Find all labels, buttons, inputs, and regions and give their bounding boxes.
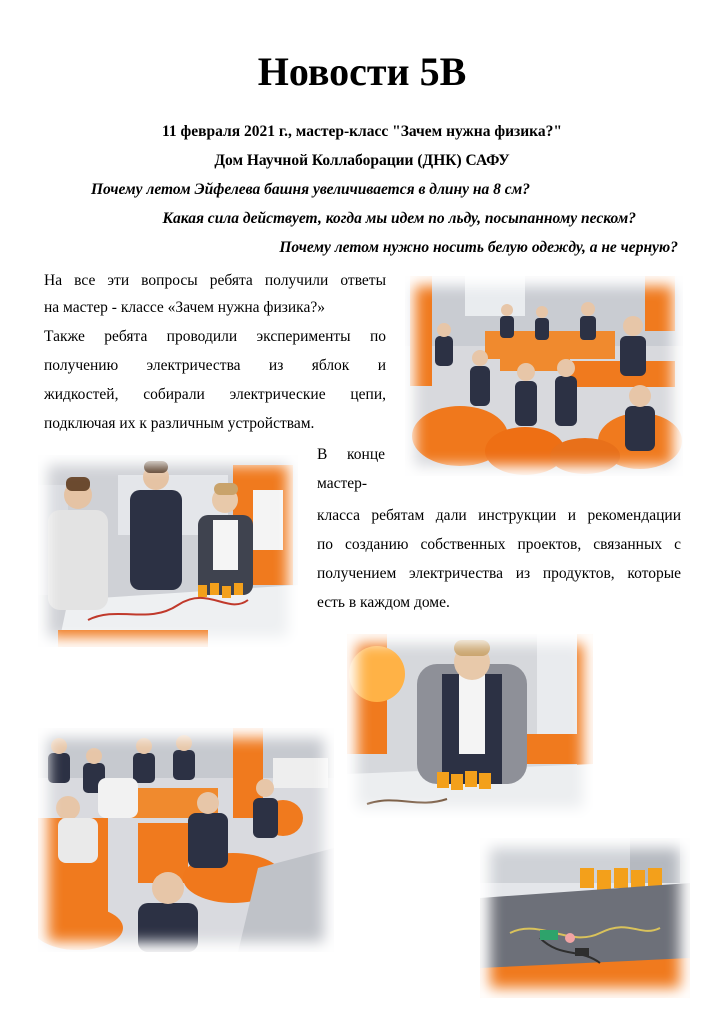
students-listening-photo xyxy=(38,728,334,952)
body-line: получением электричества из продуктов, которые xyxy=(317,565,681,582)
question-1: Почему летом Эйфелева башня увеличивается в длину на 8 см? xyxy=(91,181,530,198)
body-line: на мастер - классе «Зачем нужна физика?» xyxy=(44,299,325,316)
question-3: Почему летом нужно носить белую одежду, а не черную? xyxy=(279,239,678,256)
girl-with-cups-photo xyxy=(347,634,593,818)
circuit-experiment-photo xyxy=(38,455,298,647)
body-line: класса ребятам дали инструкции и рекомендации xyxy=(317,507,681,524)
body-line: Также ребята проводили эксперименты по xyxy=(44,328,386,345)
body-line: мастер- xyxy=(317,475,368,492)
body-line: получению электричества из яблок и xyxy=(44,357,386,374)
question-2: Какая сила действует, когда мы идем по льду, посыпанному песком? xyxy=(162,210,636,227)
event-date-title: 11 февраля 2021 г., мастер-класс "Зачем нужна физика?" xyxy=(162,123,562,140)
body-line: На все эти вопросы ребята получили ответы xyxy=(44,272,386,289)
body-line: по созданию собственных проектов, связанных с xyxy=(317,536,681,553)
body-line: подключая их к различным устройствам. xyxy=(44,415,315,432)
body-line: жидкостей, собирали электрические цепи, xyxy=(44,386,386,403)
led-circuit-photo xyxy=(480,838,690,998)
body-line: В конце xyxy=(317,446,385,463)
event-venue: Дом Научной Коллаборации (ДНК) САФУ xyxy=(214,152,510,169)
body-line: есть в каждом доме. xyxy=(317,594,450,611)
page-title: Новости 5В xyxy=(257,49,467,94)
classroom-beanbags-photo xyxy=(405,276,683,476)
